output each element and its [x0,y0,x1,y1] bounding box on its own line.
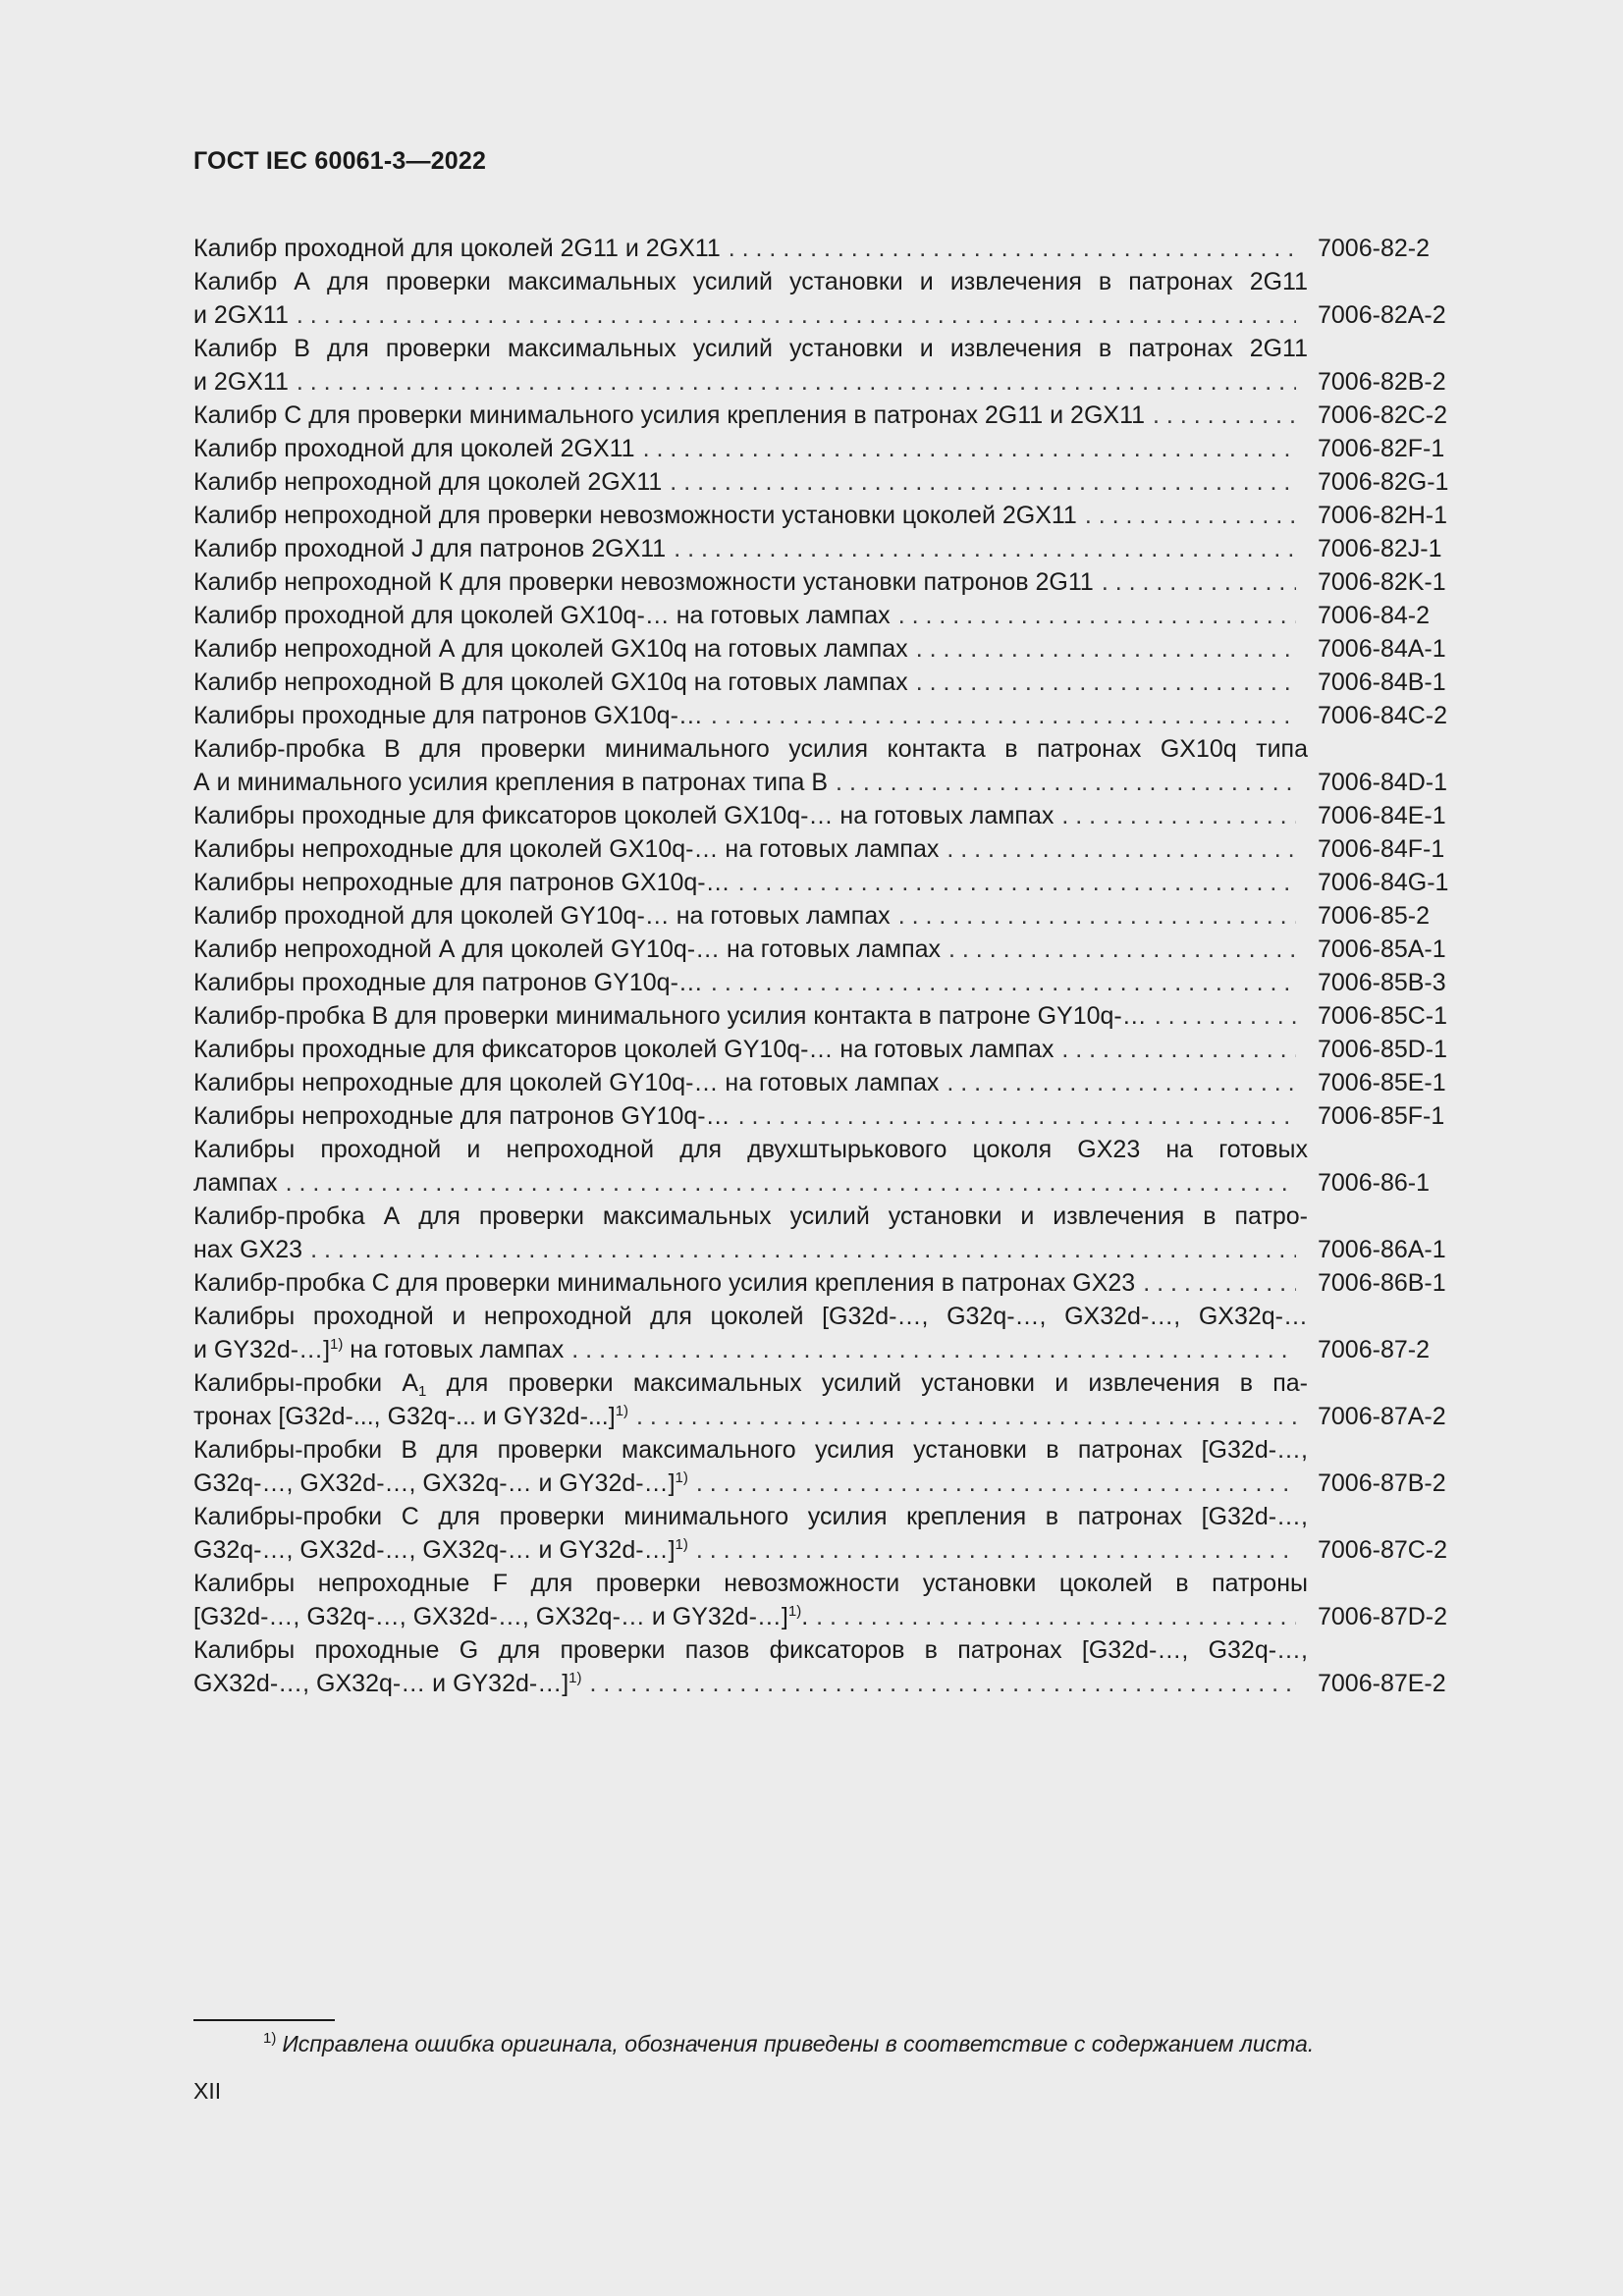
toc-entry [193,1266,1475,1300]
toc-entry-title-line1: Калибр В для проверки максимальных усилий установки и извлечения в патронах 2G11 [193,335,1308,362]
toc-entry [193,332,1475,399]
toc-entry-title: Калибр проходной J для патронов 2GX11 [193,535,667,562]
toc-entry-title-part: тронах [G32d-..., G32q-... и GY32d-...] [193,1403,616,1430]
leader-dots [908,666,1296,699]
toc-entry-title: Калибр-пробка В для проверки минимального усилия контакта в патроне GY10q-… [193,1002,1147,1030]
leader-dots [939,832,1296,866]
toc-entry-title [193,1667,582,1700]
toc-entry [193,1200,1475,1266]
toc-entry-title: Калибр непроходной В для цоколей GX10q на готовых лампах [193,668,908,696]
toc-entry-title [193,1467,688,1500]
toc-entry-code: 7006-82H-1 [1318,502,1448,529]
toc-entry-code: 7006-84D-1 [1318,769,1448,796]
toc-entry [193,899,1475,933]
leader-dots [908,632,1296,666]
toc-entry-title: Калибр проходной для цоколей GY10q-… на готовых лампах [193,902,891,930]
toc-entry-title [193,1333,564,1366]
toc-entry-code: 7006-87D-2 [1318,1603,1448,1630]
toc-entry [193,699,1475,732]
toc-entry [193,1099,1475,1133]
toc-entry-title-line1: Калибры-пробки В для проверки максимального усилия установки в патронах [G32d-…, [193,1436,1308,1464]
toc-entry-code: 7006-86A-1 [1318,1236,1446,1263]
toc-entry-code: 7006-84C-2 [1318,702,1448,729]
footnote-ref: 1) [675,1469,688,1486]
toc-entry [193,1633,1475,1700]
toc-entry-code: 7006-82J-1 [1318,535,1442,562]
toc-entry-code: 7006-85A-1 [1318,935,1446,963]
toc-entry [193,532,1475,565]
toc-entry-code: 7006-86B-1 [1318,1269,1446,1297]
leader-dots [703,966,1296,999]
toc-entry-code: 7006-82A-2 [1318,301,1446,329]
toc-entry [193,599,1475,632]
toc-entry-code: 7006-85B-3 [1318,969,1446,996]
toc-entry-code: 7006-85C-1 [1318,1002,1448,1030]
toc-entry-code: 7006-82B-2 [1318,368,1446,396]
toc-entry-code: 7006-86-1 [1318,1169,1430,1197]
toc-entry [193,1433,1475,1500]
toc-entry-code: 7006-85F-1 [1318,1102,1445,1130]
toc-entry-title: Калибр проходной для цоколей 2G11 и 2GX11 [193,235,721,262]
toc-entry-title: Калибр непроходной А для цоколей GY10q-… на готовых лампах [193,935,942,963]
toc-entry-title-part: и GY32d-…] [193,1336,331,1363]
toc-entry-code: 7006-84-2 [1318,602,1430,629]
toc-entry-code: 7006-87A-2 [1318,1403,1446,1430]
footnote-ref: 1) [787,1603,802,1620]
leader-dots [635,432,1296,465]
toc-entry [193,1567,1475,1633]
toc-entry-code: 7006-82-2 [1318,235,1430,262]
toc-entry [193,1033,1475,1066]
toc-entry-title-line1: Калибр-пробка А для проверки максимальных усилий установки и извлечения в патро- [193,1202,1308,1230]
subscript: 1 [418,1383,427,1400]
toc-entry-title-part: для проверки максимальных усилий установки и извлечения в па- [426,1369,1308,1397]
toc-entry-title-line1: Калибр А для проверки максимальных усилий установки и извлечения в патронах 2G11 [193,268,1308,295]
toc-entry-title: и 2GX11 [193,301,289,329]
toc-entry [193,832,1475,866]
leader-dots [939,1066,1296,1099]
toc-entry-code: 7006-87B-2 [1318,1469,1446,1497]
toc-entry-code: 7006-82K-1 [1318,568,1446,596]
toc-entry [193,399,1475,432]
leader-dots [582,1667,1296,1700]
toc-entry [193,1300,1475,1366]
leader-dots [289,298,1296,332]
toc-entry-title: и 2GX11 [193,368,289,396]
toc-entry [193,666,1475,699]
toc-entry [193,933,1475,966]
toc-entry-code: 7006-87C-2 [1318,1536,1448,1564]
toc-entry-title: Калибры непроходные для цоколей GX10q-… на готовых лампах [193,835,940,863]
toc-entry-title [193,1533,688,1567]
table-of-contents [193,232,1475,1700]
toc-entry [193,1366,1475,1433]
toc-entry-code: 7006-85E-1 [1318,1069,1446,1096]
toc-entry-code: 7006-84A-1 [1318,635,1446,663]
toc-entry-title-part: G32q-…, GX32d-…, GX32q-… и GY32d-…] [193,1469,676,1497]
footnote-ref: 1) [675,1536,688,1553]
toc-entry-title: Калибр непроходной для цоколей 2GX11 [193,468,663,496]
toc-entry-code: 7006-84F-1 [1318,835,1445,863]
leader-dots [564,1333,1296,1366]
leader-dots [730,1099,1296,1133]
toc-entry-title-line1: Калибры проходной и непроходной для цоколей [G32d-…, G32q-…, GX32d-…, GX32q-… [193,1303,1308,1330]
toc-entry-code: 7006-82F-1 [1318,435,1445,462]
toc-entry [193,1133,1475,1200]
toc-entry [193,499,1475,532]
toc-entry-title: Калибры проходные для патронов GY10q-… [193,969,703,996]
toc-entry-title: Калибры проходные для фиксаторов цоколей GX10q-… на готовых лампах [193,802,1055,829]
toc-entry-code: 7006-82C-2 [1318,401,1448,429]
footnote-divider [193,2019,335,2021]
toc-entry-title-part: GX32d-…, GX32q-… и GY32d-…] [193,1670,569,1697]
toc-entry-title: Калибр непроходной К для проверки невозможности установки патронов 2G11 [193,568,1094,596]
footnote [263,2031,1314,2057]
toc-entry [193,966,1475,999]
toc-entry [193,465,1475,499]
page-number: XII [193,2078,222,2104]
toc-entry-title-line1: Калибры проходные G для проверки пазов фиксаторов в патронах [G32d-…, G32q-…, [193,1636,1308,1664]
leader-dots [1077,499,1296,532]
leader-dots [808,1600,1296,1633]
leader-dots [721,232,1296,265]
toc-entry-title-line1: Калибры непроходные F для проверки невозможности установки цоколей в патроны [193,1570,1308,1597]
toc-entry [193,232,1475,265]
leader-dots [662,465,1296,499]
toc-entry-code: 7006-84B-1 [1318,668,1446,696]
toc-entry-title: Калибр непроходной для проверки невозможности установки цоколей 2GX11 [193,502,1077,529]
toc-entry [193,1500,1475,1567]
toc-entry-title: Калибры непроходные для цоколей GY10q-… на готовых лампах [193,1069,940,1096]
toc-entry-title: А и минимального усилия крепления в патронах типа В [193,769,829,796]
footnote-mark: 1) [263,2030,277,2047]
toc-entry-title: Калибр С для проверки минимального усилия крепления в патронах 2G11 и 2GX11 [193,401,1146,429]
toc-entry-code: 7006-87E-2 [1318,1670,1446,1697]
toc-entry-title-part: . [801,1603,809,1630]
toc-entry-title-part: G32q-…, GX32d-…, GX32q-… и GY32d-…] [193,1536,676,1564]
toc-entry [193,1066,1475,1099]
toc-entry-code: 7006-84G-1 [1318,869,1449,896]
toc-entry-title [193,1400,628,1433]
leader-dots [1054,1033,1296,1066]
toc-entry-code: 7006-85D-1 [1318,1036,1448,1063]
leader-dots [278,1166,1296,1200]
toc-entry-title-line1: Калибр-пробка В для проверки минимального усилия контакта в патронах GX10q типа [193,735,1308,763]
toc-entry-title: лампах [193,1169,278,1197]
toc-entry [193,732,1475,799]
toc-entry [193,632,1475,666]
leader-dots [666,532,1296,565]
leader-dots [1135,1266,1296,1300]
leader-dots [688,1533,1296,1567]
toc-entry-title: Калибры проходные для фиксаторов цоколей GY10q-… на готовых лампах [193,1036,1055,1063]
toc-entry [193,432,1475,465]
toc-entry [193,565,1475,599]
toc-entry-title-line1 [193,1366,1308,1400]
leader-dots [289,365,1296,399]
toc-entry [193,265,1475,332]
toc-entry [193,866,1475,899]
leader-dots [828,766,1296,799]
toc-entry-code: 7006-87-2 [1318,1336,1430,1363]
toc-entry-title [193,1600,808,1633]
leader-dots [688,1467,1296,1500]
leader-dots [1094,565,1296,599]
toc-entry-title-part: на готовых лампах [343,1336,565,1363]
leader-dots [1145,399,1296,432]
leader-dots [703,699,1296,732]
toc-entry-title: Калибр-пробка С для проверки минимального усилия крепления в патронах GX23 [193,1269,1136,1297]
toc-entry-code: 7006-84E-1 [1318,802,1446,829]
footnote-ref: 1) [615,1403,629,1419]
toc-entry [193,799,1475,832]
toc-entry-code: 7006-82G-1 [1318,468,1449,496]
toc-entry-title-line1: Калибры-пробки С для проверки минимального усилия крепления в патронах [G32d-…, [193,1503,1308,1530]
leader-dots [1147,999,1296,1033]
toc-entry-title-part: [G32d-…, G32q-…, GX32d-…, GX32q-… и GY32d-…] [193,1603,788,1630]
toc-entry-title-line1: Калибры проходной и непроходной для двухштырькового цоколя GX23 на готовых [193,1136,1308,1163]
toc-entry-title: Калибр проходной для цоколей GX10q-… на готовых лампах [193,602,891,629]
leader-dots [891,899,1296,933]
toc-entry-title: нах GX23 [193,1236,303,1263]
toc-entry-title: Калибры непроходные для патронов GY10q-… [193,1102,730,1130]
toc-entry-title-part: Калибры-пробки А [193,1369,419,1397]
document-header: ГОСТ IEC 60061-3—2022 [193,147,487,175]
toc-entry-title: Калибры проходные для патронов GX10q-… [193,702,703,729]
footnote-ref: 1) [568,1670,582,1686]
footnote-text: Исправлена ошибка оригинала, обозначения приведены в соответствие с содержанием листа. [282,2031,1315,2056]
footnote-ref: 1) [330,1336,344,1353]
leader-dots [628,1400,1296,1433]
toc-entry-code: 7006-85-2 [1318,902,1430,930]
toc-entry-title: Калибр непроходной А для цоколей GX10q на готовых лампах [193,635,908,663]
toc-entry [193,999,1475,1033]
leader-dots [891,599,1296,632]
toc-entry-title: Калибр проходной для цоколей 2GX11 [193,435,635,462]
leader-dots [730,866,1296,899]
leader-dots [1054,799,1296,832]
leader-dots [941,933,1296,966]
toc-entry-title: Калибры непроходные для патронов GX10q-… [193,869,730,896]
leader-dots [302,1233,1296,1266]
